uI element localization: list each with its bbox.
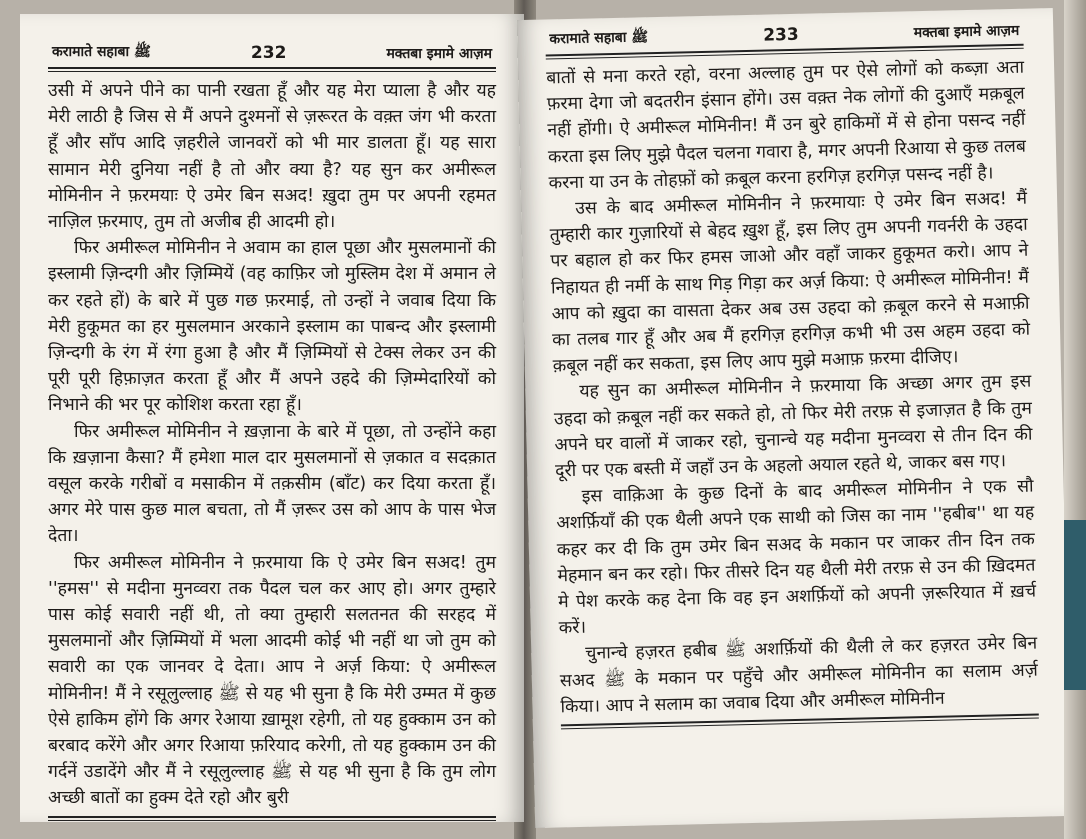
right-paragraph-5: चुनान्चे हज़रत हबीब ﷺ अशर्फ़ियों की थैली ले कर हज़रत उमेर बिन सअद ﷺ के मकान पर पहुँचे और अमीरूल मोमिनीन का सलाम अर्ज़ किया। आप ने सलाम का जवाब दिया और अमीरूल मोमिनीन (559, 634, 1038, 718)
right-paragraph-2: उस के बाद अमीरूल मोमिनीन ने फ़रमायाः ऐ उमेर बिन सअद! मैं तुम्हारी कार गुज़ारियों से बेहद ख़ुश हूँ, इस लिए तुम अपनी गवर्नरी के उहदा पर बहाल हो कर फिर हमस जाओ और वहाँ जाकर हुकूमत करो। आप ने निहायत ही नर्मी के साथ गिड़ गिड़ा कर अर्ज़ किया: ऐ अमीरूल मोमिनीन! मैं आप को ख़ुदा का वासता देकर अब उस उहदा को क़बूल करने से मआफ़ी का तलब गार हूँ और अब मैं हरगिज़ हरगिज़ कभी भी उस अहम उहदा को क़बूल नहीं कर सकता, इस लिए आप मुझे मआफ़ फ़रमा दीजिए। (549, 188, 1031, 377)
right-paragraph-1: बातों से मना करते रहो, वरना अल्लाह तुम पर ऐसे लोगों को कब्ज़ा अता फ़रमा देगा जो बदतरीन इंसान होंगे। उस वक़्त नेक लोगों की दुआएँ मक़बूल नहीं होंगी। ऐ अमीरूल मोमिनीन! मैं उन बुरे हाकिमों में से होना पसन्द नहीं करता इस लिए मुझे पैदल चलना गवारा है, मगर अपनी रिआया से कुछ तलब करना या उन के तोहफ़ों को क़बूल करना हरगिज़ हरगिज़ पसन्द नहीं है। (546, 57, 1027, 194)
right-header-title: करामाते सहाबा ﷺ (549, 29, 649, 48)
left-paragraph-4: फिर अमीरूल मोमिनीन ने फ़रमाया कि ऐ उमेर बिन सअद! तुम ''हमस'' से मदीना मुनव्वरा तक पैदल चल कर आए हो। अगर तुम्हारे पास कोई सवारी नहीं थी, तो क्या तुम्हारी सलतनत की सरहद में मुसलमानों और ज़िम्मियों में भला आदमी कोई भी नहीं था जो तुम को सवारी का एक जानवर दे देता। आप ने अर्ज़ किया: ऐ अमीरूल मोमिनीन! मैं ने रसूलुल्लाह ﷺ से यह भी सुना है कि मेरी उम्मत में कुछ ऐसे हाकिम होंगे कि अगर रेआया ख़ामूश रहेगी, तो यह हुक्काम उन को बरबाद करेंगे और अगर रिआया फ़रियाद करेगी, तो यह हुक्काम उन की गर्दनें उडादेंगे और मैं ने रसूलुल्लाह ﷺ से यह भी सुना है कि तुम लोग अच्छी बातों का हुक्म देते रहो और बुरी (48, 552, 497, 809)
left-page-number: 232 (250, 43, 287, 63)
right-paragraph-4: इस वाक़िआ के कुछ दिनों के बाद अमीरूल मोमिनीन ने एक सौ अशर्फ़ियाँ की एक थैली अपने एक साथी को जिस का नाम ''हबीब'' था यह कहर कर दी कि तुम उमेर बिन सअद के मकान पर जाकर तीन दिन तक मेहमान बन कर रहो। फिर तीसरे दिन यह थैली मेरी तरफ़ से उन की ख़िदमत मे पेश करके कह देना कि वह इन अशर्फ़ियों को अपनी ज़रूरियात में ख़र्च करें। (556, 476, 1037, 639)
right-header-publisher: मक्तबा इमामे आज़म (913, 22, 1020, 42)
left-header-rule (48, 67, 496, 72)
left-footer-rule (48, 816, 496, 821)
left-header-title: करामाते सहाबा ﷺ (52, 44, 151, 60)
right-paragraph-3: यह सुन का अमीरूल मोमिनीन ने फ़रमाया कि अच्छा अगर तुम इस उहदा को क़बूल नहीं कर सकते हो, तो फिर मेरी तरफ़ से इजाज़त है कि तुम अपने घर वालों में जाकर रहो, चुनान्चे यह मदीना मुनव्वरा से तीन दिन की दूरी पर एक बस्ती में जहाँ उन के अहलो अयाल रहते थे, जाकर बस गए। (553, 372, 1033, 482)
bookmark-tab (1064, 520, 1086, 690)
right-page (517, 8, 1071, 828)
right-page-number: 233 (763, 24, 799, 46)
left-page-body (48, 78, 496, 812)
left-paragraph-2: फिर अमीरूल मोमिनीन ने अवाम का हाल पूछा और मुसलमानों की इस्लामी ज़िन्दगी और ज़िम्मियें (वह काफ़िर जो मुस्लिम देश में अमान ले कर रहते हों) के बारे में पुछ गछ फ़रमाई, तो उन्हों ने जवाब दिया कि मेरी हुकूमत का हर मुसलमान अरकाने इस्लाम का पाबन्द और इस्लामी ज़िन्दगी के रंग में रंगा हुआ है और मैं ज़िम्मियों से टेक्स लेकर उन की पूरी पूरी हिफ़ाज़त करता हूँ और मैं अपने उहदे की ज़िम्मेदारियों को निभाने की भर पूर कोशिश करता रहा हूँ। (48, 238, 496, 416)
page-edge-shadow (1064, 0, 1086, 839)
left-paragraph-3: फिर अमीरूल मोमिनीन ने ख़ज़ाना के बारे में पूछा, तो उन्होंने कहा कि ख़ज़ाना कैसा? मैं हमेशा माल दार मुसलमानों से ज़कात व सदक़ात वसूल करके गरीबों व मसाकीन में तक़सीम (बाँट) कर दिया करता हूँ। अगर मेरे पास कुछ माल बचता, तो मैं ज़रूर उस को आप के पास भेज देता। (48, 421, 496, 547)
left-header-publisher: मक्तबा इमामे आज़म (386, 46, 492, 62)
right-page-body (546, 55, 1039, 721)
left-page-header (48, 42, 496, 67)
left-paragraph-1: उसी में अपने पीने का पानी रखता हूँ और यह मेरा प्याला है और यह मेरी लाठी है जिस से मैं अपने दुश्मनों से ज़रूरत के वक़्त जंग भी करता हूँ और साँप आदि ज़हरीले जानवरों को भी मार डालता हूँ। यह सारा सामान मेरी दुनिया नहीं है तो और क्या है? यह सुन कर अमीरूल मोमिनीन ने फ़रमयाः ऐ उमेर बिन सअद! ख़ुदा तुम पर अपनी रहमत नाज़िल फ़रमाए, तुम तो अजीब ही आदमी हो। (48, 81, 496, 233)
left-page (20, 14, 524, 822)
